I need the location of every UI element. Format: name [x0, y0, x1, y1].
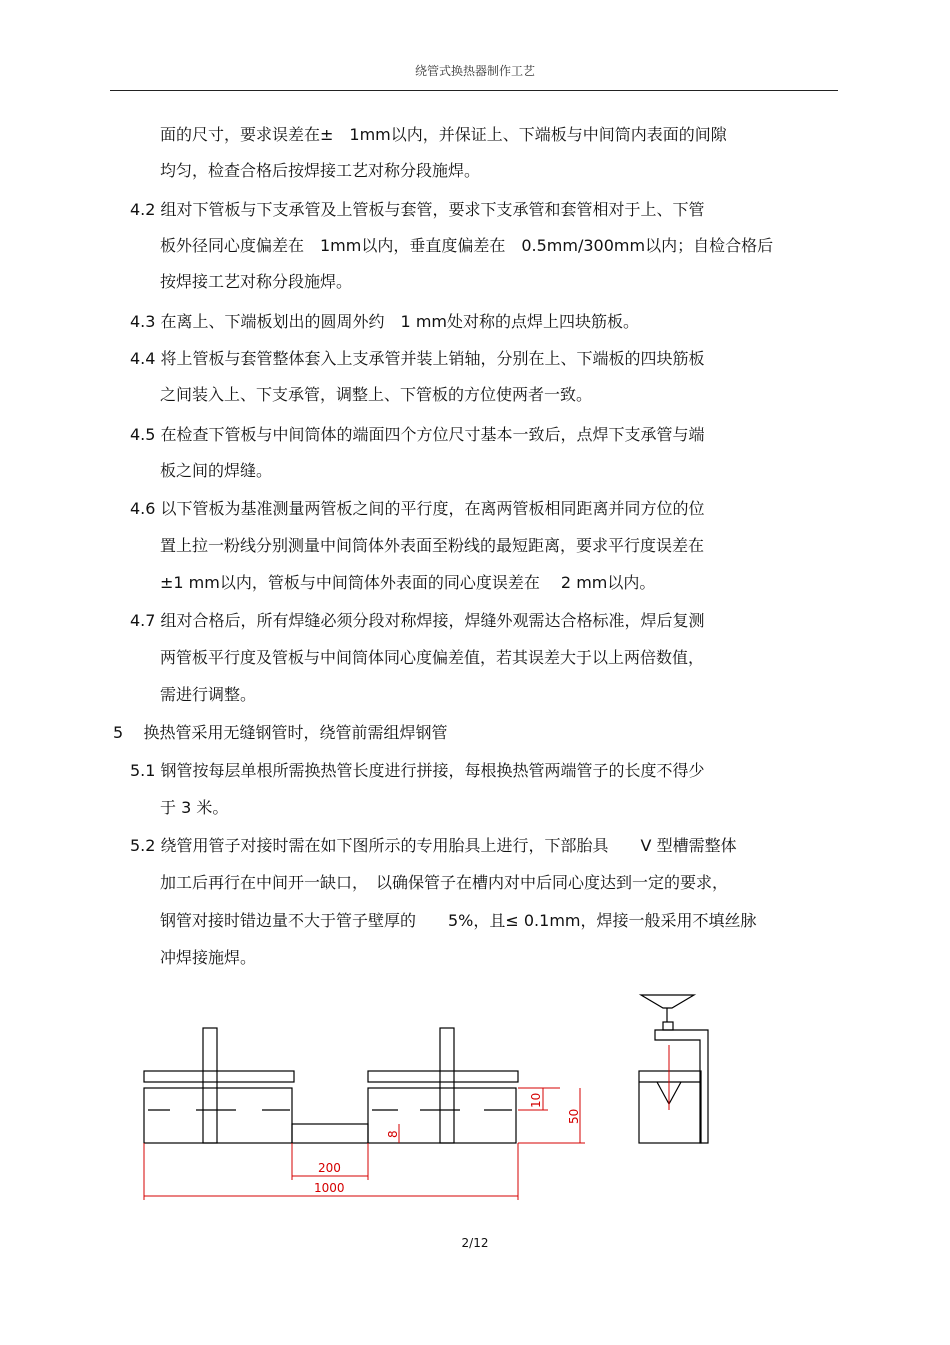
section-number: 5.2 [130, 836, 156, 855]
left-block-top-plate [144, 1071, 294, 1082]
paragraph-line: 钢管对接时错边量不大于管子壁厚的 5%，且≤ 0.1mm，焊接一般采用不填丝脉 [160, 911, 757, 930]
section-text: 以下管板为基准测量两管板之间的平行度，在离两管板相同距离并同方位的位 [160, 499, 705, 518]
section-number: 4.4 [130, 349, 156, 368]
paragraph-line: 于 3 米。 [160, 798, 229, 817]
page-header-title: 绕管式换热器制作工艺 [414, 64, 535, 78]
section-text: 在离上、下端板划出的圆周外约 1 mm处对称的点焊上四块筋板。 [160, 312, 639, 331]
section-number: 4.3 [130, 312, 156, 331]
section-text: 组对下管板与下支承管及上管板与套管，要求下支承管和套管相对于上、下管 [160, 200, 705, 219]
c-clamp-frame [655, 1030, 708, 1143]
dim-200-label: 200 [318, 1161, 341, 1175]
section-number: 4.5 [130, 425, 156, 444]
paragraph-line: 两管板平行度及管板与中间筒体同心度偏差值，若其误差大于以上两倍数值， [160, 648, 705, 667]
section-number: 5.1 [130, 761, 156, 780]
section-number: 4.6 [130, 499, 156, 518]
middle-notch [292, 1124, 368, 1143]
page-number: 2/12 [461, 1236, 489, 1250]
section-text: 在检查下管板与中间筒体的端面四个方位尺寸基本一致后，点焊下支承管与端 [160, 425, 705, 444]
section-number: 4.2 [130, 200, 156, 219]
left-block-body [144, 1088, 292, 1143]
section-text: 组对合格后，所有焊缝必须分段对称焊接，焊缝外观需达合格标准，焊后复测 [160, 611, 705, 630]
paragraph-line: 置上拉一粉线分别测量中间筒体外表面至粉线的最短距离，要求平行度误差在 [160, 536, 705, 555]
paragraph-line: 之间装入上、下支承管，调整上、下管板的方位使两者一致。 [160, 385, 593, 404]
paragraph-line: 冲焊接施焊。 [160, 948, 257, 967]
paragraph-line: 板外径同心度偏差在 1mm以内，垂直度偏差在 0.5mm/300mm以内；自检合格后 [160, 236, 774, 255]
fixture-end-view [639, 995, 708, 1143]
paragraph-line: 按焊接工艺对称分段施焊。 [160, 272, 353, 291]
dimension-labels [314, 1093, 581, 1195]
section-number: 5 [113, 723, 124, 742]
funnel-top [641, 995, 694, 1008]
dim-8-label: 8 [386, 1130, 400, 1138]
section-number: 4.7 [130, 611, 156, 630]
paragraph-line: 板之间的焊缝。 [160, 461, 273, 480]
section-text: 将上管板与套管整体套入上支承管并装上销轴，分别在上、下端板的四块筋板 [160, 349, 705, 368]
right-block-top-plate [368, 1071, 518, 1082]
clamp-screw-block [663, 1022, 673, 1030]
paragraph-line: 加工后再行在中间开一缺口， 以确保管子在槽内对中后同心度达到一定的要求， [160, 873, 729, 892]
paragraph-line: ±1 mm以内，管板与中间筒体外表面的同心度误差在 2 mm以内。 [160, 573, 656, 592]
dim-50-label: 50 [567, 1108, 581, 1124]
paragraph-line: 面的尺寸，要求误差在± 1mm以内，并保证上、下端板与中间筒内表面的间隙 [160, 125, 727, 144]
dim-10-label: 10 [529, 1092, 543, 1108]
paragraph-line: 均匀，检查合格后按焊接工艺对称分段施焊。 [160, 161, 481, 180]
paragraph-line: 需进行调整。 [160, 685, 257, 704]
section-text: 换热管采用无缝钢管时，绕管前需组焊钢管 [143, 723, 448, 742]
fixture-side-view [144, 1028, 518, 1143]
section-text: 绕管用管子对接时需在如下图所示的专用胎具上进行，下部胎具 V 型槽需整体 [160, 836, 737, 855]
right-post [440, 1028, 454, 1143]
left-post [203, 1028, 217, 1143]
dim-1000-label: 1000 [314, 1181, 345, 1195]
section-text: 钢管按每层单根所需换热管长度进行拼接，每根换热管两端管子的长度不得少 [160, 761, 705, 780]
dimension-lines [144, 1088, 585, 1200]
